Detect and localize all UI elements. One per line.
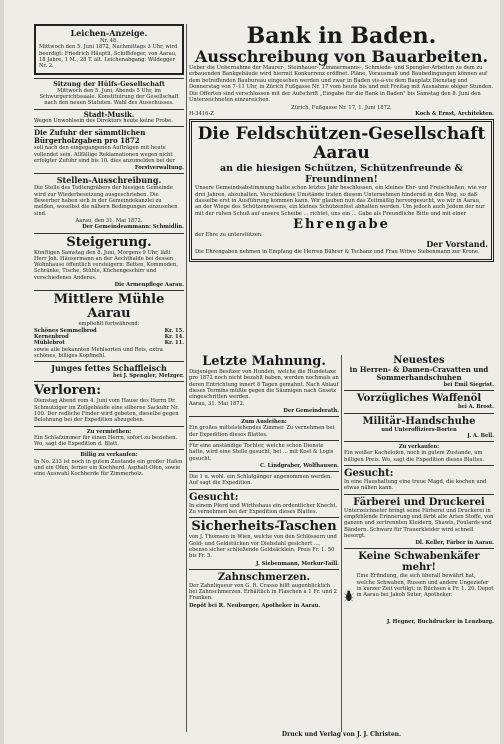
mil-sign: J. A. Bell.	[467, 432, 494, 439]
faerb-text: Unterzeichneter bringt seine Färberei und Druckerei in empfehlende Erinnerung und färbt alle Arten Stoffe, von ganzen und zertrennten Kleidern, Shawls, Foulards und Bändern. Schwarz für Trauerkleider wird schnell besorgt.	[344, 507, 494, 539]
zufuhr-text: soll nach den eingegangenen Aufträgen mit heute vollendet sein. Allfällige Reklamationen wegen nicht erfolgter Zufuhr sind bis 10. dies anzumelden bei der	[34, 145, 175, 164]
newspaper-page	[4, 0, 500, 744]
feld-text: Unsere Gemeindsabstimmung hatte schon letztes Jahr beschlossen, ein kleines Ehr- und Freischießen, wie vor drei Jahren, abzuhalten. Verschiedene Umstände traten diesem Unternehmen hindernd in den Weg, so daß dasselbe erst in Ausführung kommen kann. Wir glauben nun das Zeitmäßig hervorgesucht, wo wir in Aarau, an der Wiege des Schützenwesens, ein kleines Schützenfest abhalten werden. Um jedoch auch Jedem der nur mit der ruhen Schuß auf unsere Scheibe ... richtet, uns ein ... Gabe als Freundliche Bitte und mit einer	[195, 185, 487, 217]
zahl-date: Aarau, 31. Mai 1872.	[189, 401, 245, 408]
death-notice-text: Mittwoch den 5. Juni 1872, Nachmittags 3 Uhr, wird beerdigt: Friedrich Häuptli, Schiffsfeger, von Aarau, 18 Jahre, 1 M., 28 T. alt. Leichenabgang: Wildegger Nr. 2.	[39, 44, 178, 70]
steig-title: Steigerung.	[66, 234, 152, 250]
price-value: Kr. 14.	[164, 333, 184, 340]
middle-column	[189, 355, 339, 609]
imprint: Druck und Verlag von J. J. Christen.	[281, 731, 402, 738]
schaf-title: Junges fettes Schaffleisch	[51, 363, 167, 374]
krne-sign: J. Hegner, Buchdrucker in Lenzburg.	[386, 619, 494, 626]
left-column	[34, 24, 184, 479]
hilfs-text: Mittwoch den 5. Juni, Abends 5 Uhr, im Schwurgerichtssaale. Konstituirung der Gesellschaft nach den neuen Statuten. Wahl des Ausschusses.	[39, 87, 179, 107]
mil-title: Militär-Handschuhe	[362, 415, 476, 427]
neu-title: Neuestes	[393, 355, 445, 366]
faerb-title: Färberei und Druckerei	[353, 496, 485, 508]
verk-title: Zu verkaufen:	[398, 444, 440, 451]
ges-title: Gesucht:	[344, 468, 394, 480]
price-item: Kernenbrod	[34, 333, 69, 340]
feld-text2: der Ehre zu unterstützen.	[195, 231, 263, 238]
ges-text: In eine Haushaltung eine treue Magd, die kochen und etwas nähen kann.	[344, 479, 487, 492]
auss-place: Zürich, Fußgasse Nr. 17, 1. Juni 1872.	[291, 104, 392, 111]
auss-sign: Koch & Ernst, Architekten.	[415, 111, 494, 118]
stelle-text: Die Stelle des Todtengräbers der hiesigen Gemeinde wird zur Wiederbesetzung ausgeschrieben. Die Bewerber haben sich in der Gemeindekanzlei zu melden, woselbst die nähern Bedingungen einzusehen sind.	[34, 185, 178, 217]
verlor-text: Dienstag Abend vom 4. Juni vom Hause des Herrn Dr. Schmutziger im Zollgebäude eine silberne Sackuhr Nr. 100. Der redliche Finder wird gebeten, dieselbe gegen Belohnung bei der Expedition abzugeben.	[34, 398, 179, 424]
beetle-icon	[344, 573, 354, 619]
zahn-text: Der Zahnliqueur von G. R. Crasso hilft augenblicklich bei Zahnschmerzen. Erhältlich in Flaschen à 1 Fr. und 2 Franken.	[189, 582, 337, 602]
right-column	[344, 355, 494, 626]
schaf-sign: bei J. Spengler, Metzger.	[112, 373, 184, 380]
auss-text: Ueber die Uebernahme der Maurer-, Steinhauer-, Zimmermanns-, Schmiede- und Spengler-Arbeiten zu dem zu erbauenden Bankgebäude wird hiermit Konkurrenz eröffnet. Pläne, Vorausmaß und Baubedingungen können auf dem betreffenden Baubureau eingesehen werden und zwar in Baden vis-à-vis dem Bauplatz Dienstag und Donnerstag von 7–11 Uhr, in Zürich Fußgasse Nr. 17 vom heute bis und mit Freitag mit Ausnahme obiger Stunden.	[189, 65, 494, 90]
auss-code: H-3416-Z	[189, 111, 214, 118]
death-notice-number: Nr. 48.	[100, 38, 118, 44]
zahl-title: Letzte Mahnung.	[202, 355, 326, 369]
death-notice	[34, 24, 184, 75]
neu-sign: bei Emil Siegrist.	[443, 382, 494, 388]
price-value: Kr. 11.	[164, 340, 184, 347]
feld-title: Die Feldschützen-Gesellschaft Aarau	[197, 124, 486, 164]
bank-title: Bank in Baden.	[246, 23, 437, 49]
feld-sub: an die hiesigen Schützen, Schützenfreunde & Freundinnen!	[220, 163, 463, 186]
tochter-sign: C. Lindgraber, Wolfhausen.	[259, 462, 339, 469]
auss-title: Ausschreibung von Bauarbeiten.	[194, 47, 489, 66]
vermiet-text: Ein Schlafzimmer für einen Herrn, sofort zu beziehen. Wo, sagt die Expedition d. Blatt.	[34, 434, 178, 448]
mil-sub: und Unteroffiziers-Borten	[381, 426, 457, 433]
auss-text2: Die Offerten sind verschlossen mit der Aufschrift „Eingabe für die Bank in Baden" bis Samstag den 8. Juni den Unterzeichneten einzureichen.	[189, 91, 481, 104]
sich-sign: J. Siebenmann, Merkur-Taill.	[256, 560, 339, 567]
krne-body	[344, 573, 494, 619]
zufuhr-title: Die Zufuhr der sämmtlichen Bürgerholzgaben pro 1872	[34, 128, 146, 146]
schlaf-text: Die 1 u. wohl. ein Schlafgänger angenommen werden. Auf sagt die Expedition.	[189, 474, 333, 487]
neu-text: in Herren- & Damen-Cravatten und Sommerhandschuhen	[349, 365, 489, 382]
auss-footer	[189, 111, 494, 117]
auszu-title: Zum Ausleihen:	[241, 419, 287, 426]
faerb-sign: Dl. Keller, Färber in Aarau.	[415, 540, 494, 547]
sich-text: von J. Thomsen in Wien, welche von den Schlössern und Gold- und Geldstücken vor Diebstahl gesichert ..., ebenso sicher schließende Geldsäcklein. Preis Fr. 1. 50 bis Fr. 5.	[189, 534, 337, 560]
billig-text: In No. 233 ist noch in gutem Zustande ein großer Hafen und ein Ofen, ferner ein Kochherd. Asphalt-Ofen, sowie eine Auswahl Kochherde für Zimmerholz.	[34, 458, 183, 478]
steig-sign: Die Armenpflege Aarau.	[114, 282, 184, 289]
stelle-date: Aarau, den 31. Mai 1872.	[75, 217, 143, 224]
zahn-sign: Depôt bei R. Neuburger, Apotheker in Aarau.	[189, 602, 321, 609]
billig-title: Billig zu verkaufen:	[80, 452, 138, 459]
top-right-block	[189, 24, 494, 264]
sich-title: Sicherheits-Taschen	[191, 519, 337, 535]
muehle-text: sowie alle bekannten Mehlsorten und Reis, extra schönes, billiges Kopfmehl.	[34, 346, 163, 359]
musik-text: Wegen Unwohlsein des Direktors heute keine Probe.	[34, 117, 173, 124]
muehle-title: Mittlere Mühle Aarau	[53, 292, 165, 322]
feld-note: Die Ehrengaben nehmen in Empfang die Herren Bührer & Tschanz und Frau Witwe Siebenmann zur Krone.	[195, 249, 480, 256]
muehle-list	[34, 328, 184, 347]
tochter-text: Für eine anständige Tochter, welche schon Dienste hatte, wird eine Stelle gesucht, bei ... mit Kost & Logis gesucht.	[189, 442, 334, 462]
gesucht-text: In einem Pferd und Wirthshaus ein ordentlicher Knecht. Zu vernehmen bei der Expedition dieses Blattes.	[189, 502, 338, 516]
verk-text: Ein weißer Kachelofen, noch in gutem Zustande, um billigen Preis. Wo, sagt die Expedition dieses Blattes.	[344, 450, 485, 463]
zufuhr-sign: Forstverwaltung.	[134, 165, 184, 172]
musik-title: Stadt-Musik.	[83, 109, 135, 119]
verlor-title: Verloren:	[34, 383, 101, 399]
stelle-title: Stellen-Ausschreibung.	[56, 175, 162, 186]
gesucht-title: Gesucht:	[189, 491, 239, 503]
muehle-sub: empfiehlt fortwährend:	[78, 321, 140, 328]
krne-text: Eine Erfindung, die sich überall bewährt hat, welche Schwaben, Russen und andere Ungeziefer in kurzer Zeit vertilgt; in Büchsen à Fr. 1. 20. Depot in Aarau bei Jakob Suter, Apotheker.	[356, 573, 494, 599]
feld-ehren: Ehrengabe	[293, 216, 390, 232]
auszu-text: Ein großes mittelstehendes Zimmer. Zu vernehmen bei der Expedition dieses Blattes.	[189, 425, 335, 438]
feld-box	[189, 119, 494, 262]
feld-sign: Der Vorstand.	[426, 239, 488, 250]
hilfs-title: Sitzung der Hülfs-Gesellschaft	[53, 80, 165, 89]
price-item: Mühlebrot	[34, 340, 65, 347]
zahl-sign: Der Gemeinderath.	[283, 407, 339, 414]
price-item: Schönes Semmelbrod	[34, 327, 97, 334]
vermiet-title: Zu vermiethen:	[86, 428, 132, 435]
zahn-title: Zahnschmerzen.	[217, 571, 311, 583]
waffe-sign: bei A. Brost.	[457, 404, 494, 411]
stelle-sign: Der Gemeindeammann: Schmidlin.	[82, 224, 184, 231]
steig-text: Künftigen Samstag den 8. Juni, Morgens 9 Uhr, läßt Herr Joh. Häusermann an der Aechthalde bei dessen Wohnhause öffentlich versteigern: Betten, Kommoden, Schränke, Tische, Stühle, Küchengeschirr und verschiedenes Anderes.	[34, 249, 178, 281]
zahl-text: Diejenigen Besitzer von Hunden, welche die Hundetaxe pro 1872 noch nicht bezahlt haben, werden nochmals an deren Entrichtung innert 8 Tagen gemahnt. Nach Ablauf dieses Termins müßte gegen die Säumigen nach Gesetz eingeschritten werden.	[189, 369, 339, 401]
krne-title: Keine Schwabenkäfer mehr!	[358, 551, 480, 574]
death-notice-title: Leichen-Anzeige.	[70, 28, 148, 38]
waffe-title: Vorzügliches Waffenöl	[356, 393, 482, 405]
price-value: Kr. 15.	[164, 327, 184, 334]
